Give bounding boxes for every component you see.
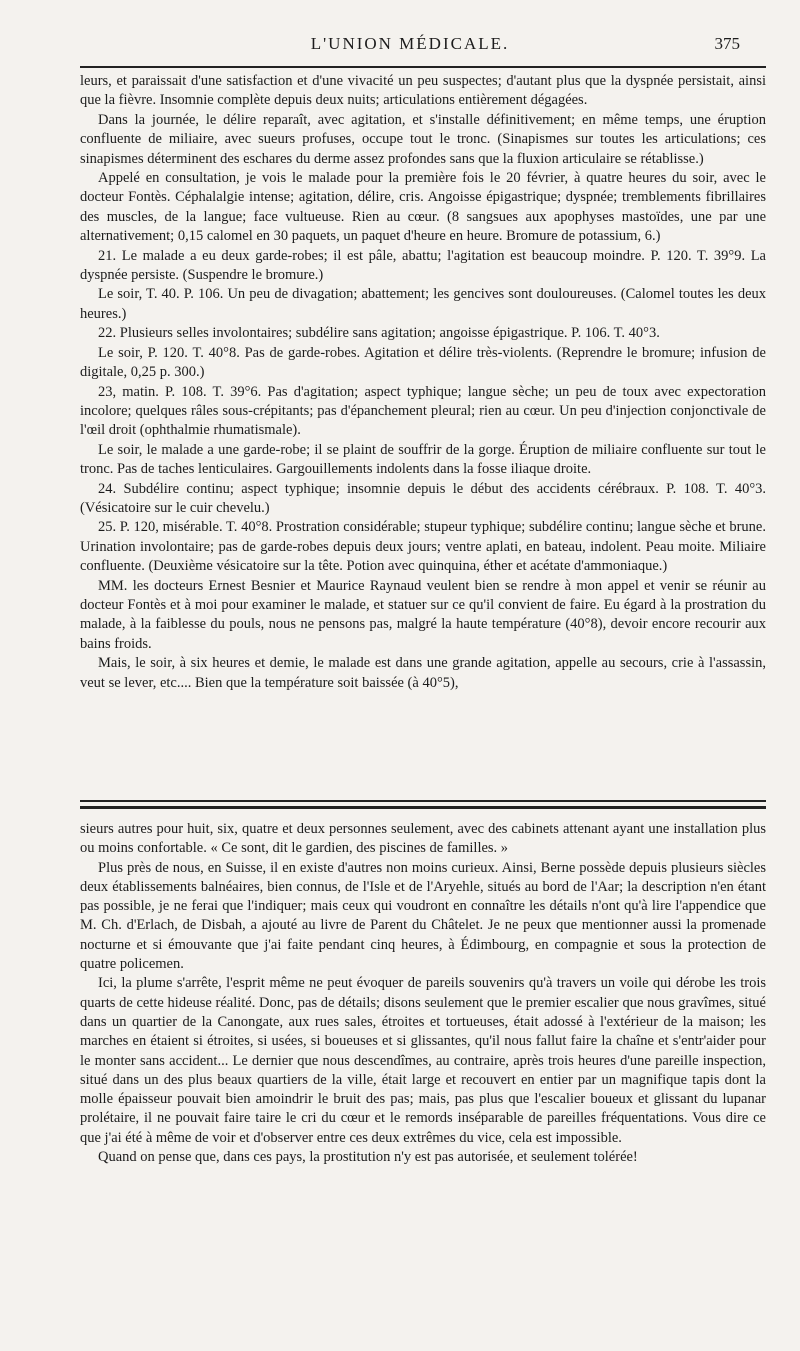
feuilleton-rule-thin [80,800,766,802]
header-rule [80,66,766,68]
paragraph: sieurs autres pour huit, six, quatre et deux personnes seulement, avec des cabinets attenant ayant une installation plus ou moins confortable. « Ce sont, dit le gardien, des piscines de familles. » [80,821,766,857]
feuilleton-section [80,820,766,1167]
paragraph: Dans la journée, le délire reparaît, avec agitation, et s'installe définitivement; en même temps, une éruption confluente de miliaire, avec sueurs profuses, occupe tout le tronc. (Sinapismes sur toutes les articulations; ces sinapismes déterminent des eschares du derme assez profondes sans que la fluxion articulaire se rétablisse.) [80,111,766,167]
paragraph: Ici, la plume s'arrête, l'esprit même ne peut évoquer de pareils souvenirs qu'à travers un voile qui dérobe les trois quarts de cette hideuse réalité. Donc, pas de détails; disons seulement que le premier escalier que nous gravîmes, situé dans un quartier de la Canongate, aux rues sales, étroites et tortueuses, était adossé à l'extérieur de la maison; les marches en étaient si étroites, si usées, si boueuses et si glissantes, qu'il nous fallut faire la chaîne et s'entr'aider pour le monter sans accident... Le dernier que nous descendîmes, au contraire, après trois heures d'une pareille inspection, situé dans un des plus beaux quartiers de la ville, était large et recouvert en entier par un magnifique tapis dont la molle épaisseur pouvait bien amoindrir le bruit des pas; mais, pas plus que l'escalier boueux et glissant du lupanar prolétaire, il ne pouvait faire taire le cri du cœur et le remords inséparable de pareilles fréquentations. Vous dire ce que j'ai été à même de voir et d'observer entre ces deux extrêmes du vice, cela est impossible. [80,975,766,1146]
feuilleton-rule-thick [80,806,766,809]
paragraph: Le soir, le malade a une garde-robe; il se plaint de souffrir de la gorge. Éruption de miliaire confluente sur tout le tronc. Pas de taches lenticulaires. Gargouillements indolents dans la fosse iliaque droite. [80,441,766,478]
journal-title: L'UNION MÉDICALE. [310,34,510,53]
paragraph: 21. Le malade a eu deux garde-robes; il est pâle, abattu; l'agitation est beaucoup moindre. P. 120. T. 39°9. La dyspnée persiste. (Suspendre le bromure.) [80,247,766,284]
paragraph: 25. P. 120, misérable. T. 40°8. Prostration considérable; stupeur typhique; subdélire continu; langue sèche et brune. Urination involontaire; pas de garde-robes depuis deux jours; ventre aplati, en bateau, indolent. Peau moite. Miliaire confluente. (Deuxième vésicatoire sur la tête. Potion avec quinquina, éther et acétate d'ammoniaque.) [80,519,766,575]
paragraph: 24. Subdélire continu; aspect typhique; insomnie depuis le début des accidents cérébraux. P. 108. T. 40°3. (Vésicatoire sur le cuir chevelu.) [80,480,766,516]
paragraph: Le soir, T. 40. P. 106. Un peu de divagation; abattement; les gencives sont douloureuses. (Calomel toutes les deux heures.) [80,286,766,322]
paragraph: Mais, le soir, à six heures et demie, le malade est dans une grande agitation, appelle au secours, crie à l'assassin, veut se lever, etc.... Bien que la température soit baissée (à 40°5), [80,655,766,691]
running-header [80,30,740,60]
paragraph: 22. Plusieurs selles involontaires; subdélire sans agitation; angoisse épigastrique. P. 106. T. 40°3. [98,325,660,342]
paragraph: Appelé en consultation, je vois le malade pour la première fois le 20 février, à quatre heures du soir, avec le docteur Fontès. Céphalalgie intense; agitation, délire, cris. Angoisse épigastrique; dyspnée; tremblements fibrillaires des muscles, de la langue; face vultueuse. Rien au cœur. (8 sangsues aux apophyses mastoïdes, une par une alternativement; 0,15 calomel en 30 paquets, un paquet d'heure en heure. Bromure de potassium, 6.) [80,170,766,245]
paragraph: Quand on pense que, dans ces pays, la prostitution n'y est pas autorisée, et seulement tolérée! [98,1149,638,1166]
paragraph: 23, matin. P. 108. T. 39°6. Pas d'agitation; aspect typhique; langue sèche; un peu de toux avec expectoration incolore; quelques râles sous-crépitants; pas d'épanchement pleural; rien au cœur. Un peu d'injection conjonctivale de l'œil droit (ophthalmie rhumatismale). [80,383,766,439]
page-number: 375 [714,34,740,53]
paragraph: Plus près de nous, en Suisse, il en existe d'autres non moins curieux. Ainsi, Berne possède depuis plusieurs siècles deux établissements balnéaires, bien connus, de l'Isle et de l'Aryehle, situés au bord de l'Aar; la description n'en étant pas possible, je ne ferai que l'indiquer; mais ceux qui voudront en connaître les détails n'ont qu'à lire l'appendice que M. Ch. d'Erlach, de Disbah, a ajouté au livre de Parent du Châtelet. Je ne peux que mentionner aussi la promenade nocturne et si émouvante que j'ai faite pendant cinq heures, à Édimbourg, en compagnie et sous la protection de quatre policemen. [80,859,766,973]
paragraph: Le soir, P. 120. T. 40°8. Pas de garde-robes. Agitation et délire très-violents. (Reprendre le bromure; infusion de digitale, 0,25 p. 300.) [80,344,766,381]
case-report-section [80,72,766,693]
paragraph: MM. les docteurs Ernest Besnier et Maurice Raynaud veulent bien se rendre à mon appel et venir se réunir au docteur Fontès et à moi pour examiner le malade, et statuer sur ce qu'il convient de faire. Eu égard à la prostration du malade, à la faiblesse du pouls, nous ne pensons pas, malgré la haute température (40°8), devoir encore recourir aux bains froids. [80,577,766,652]
paragraph: leurs, et paraissait d'une satisfaction et d'une vivacité un peu suspectes; d'autant plus que la dyspnée persistait, ainsi que la fièvre. Insomnie complète depuis deux nuits; articulations entièrement dégagées. [80,73,766,109]
